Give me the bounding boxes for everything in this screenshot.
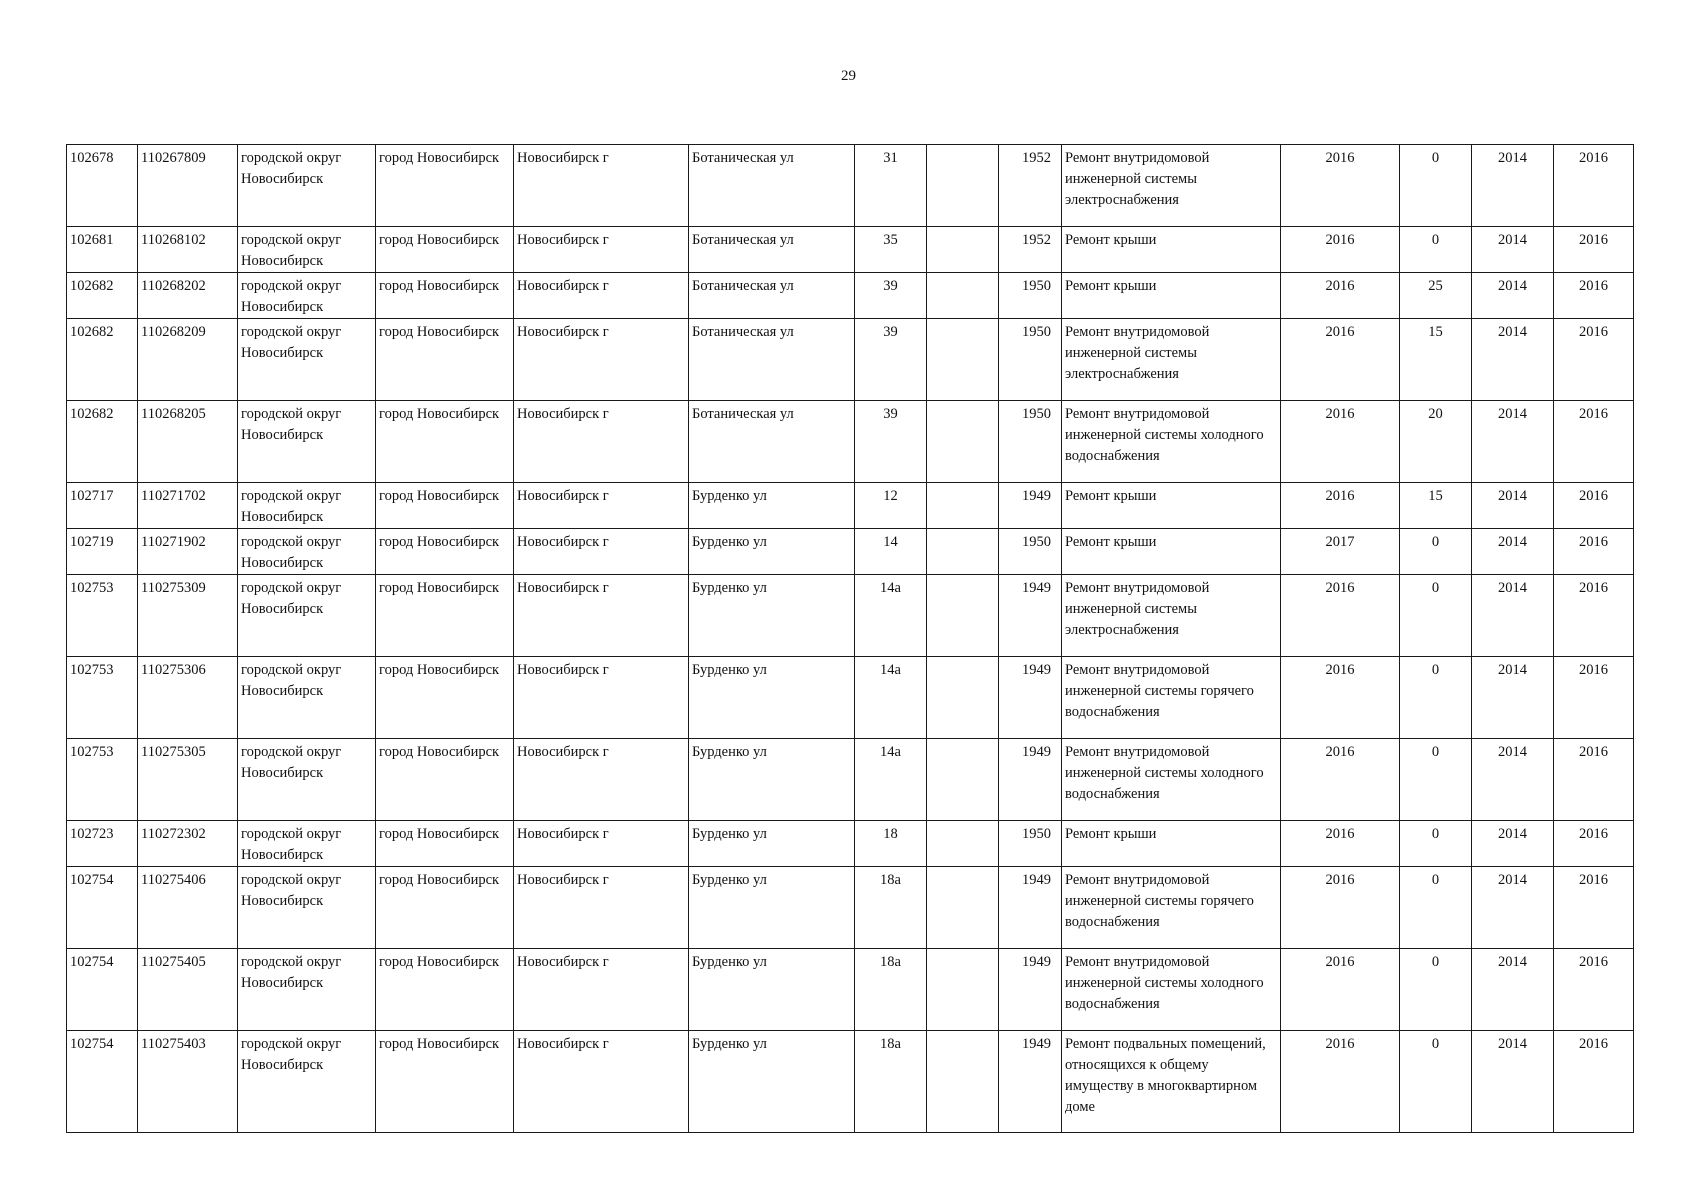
cell-district: городской округ Новосибирск (238, 657, 376, 739)
cell-house-id: 102678 (67, 145, 138, 227)
cell-work-code: 110275309 (138, 575, 238, 657)
table-row (67, 949, 1634, 1031)
cell-work-code: 110275306 (138, 657, 238, 739)
cell-settlement: город Новосибирск (376, 575, 514, 657)
cell-year-built: 1949 (999, 949, 1062, 1031)
cell-settlement: город Новосибирск (376, 821, 514, 867)
cell-year-built: 1950 (999, 319, 1062, 401)
table-row (67, 401, 1634, 483)
cell-year-from: 2014 (1472, 145, 1554, 227)
cell-building (927, 145, 999, 227)
cell-street: Бурденко ул (689, 657, 855, 739)
cell-year-from: 2014 (1472, 401, 1554, 483)
cell-wear: 15 (1400, 483, 1472, 529)
cell-city: Новосибирск г (514, 949, 689, 1031)
cell-year-built: 1949 (999, 739, 1062, 821)
table-row (67, 1031, 1634, 1133)
cell-city: Новосибирск г (514, 575, 689, 657)
cell-district: городской округ Новосибирск (238, 227, 376, 273)
cell-year-from: 2014 (1472, 227, 1554, 273)
cell-year-from: 2014 (1472, 483, 1554, 529)
table-row (67, 273, 1634, 319)
cell-district: городской округ Новосибирск (238, 483, 376, 529)
cell-plan-year: 2017 (1281, 529, 1400, 575)
cell-work-type: Ремонт подвальных помещений, относящихся к общему имуществу в многоквартирном доме (1062, 1031, 1281, 1133)
cell-year-to: 2016 (1554, 401, 1634, 483)
cell-work-code: 110268202 (138, 273, 238, 319)
cell-settlement: город Новосибирск (376, 145, 514, 227)
cell-building (927, 401, 999, 483)
cell-house-number: 14 (855, 529, 927, 575)
cell-house-id: 102681 (67, 227, 138, 273)
cell-plan-year: 2016 (1281, 867, 1400, 949)
cell-year-from: 2014 (1472, 319, 1554, 401)
cell-year-to: 2016 (1554, 1031, 1634, 1133)
cell-work-type: Ремонт внутридомовой инженерной системы электроснабжения (1062, 319, 1281, 401)
cell-street: Бурденко ул (689, 867, 855, 949)
cell-work-code: 110272302 (138, 821, 238, 867)
cell-year-to: 2016 (1554, 867, 1634, 949)
table-row (67, 319, 1634, 401)
cell-house-id: 102753 (67, 739, 138, 821)
cell-city: Новосибирск г (514, 401, 689, 483)
cell-district: городской округ Новосибирск (238, 273, 376, 319)
cell-street: Бурденко ул (689, 821, 855, 867)
cell-plan-year: 2016 (1281, 821, 1400, 867)
cell-settlement: город Новосибирск (376, 401, 514, 483)
cell-house-number: 35 (855, 227, 927, 273)
cell-wear: 0 (1400, 739, 1472, 821)
page-number: 29 (841, 68, 856, 84)
cell-plan-year: 2016 (1281, 483, 1400, 529)
cell-house-number: 18а (855, 867, 927, 949)
cell-work-code: 110268102 (138, 227, 238, 273)
cell-work-type: Ремонт внутридомовой инженерной системы электроснабжения (1062, 145, 1281, 227)
cell-year-from: 2014 (1472, 1031, 1554, 1133)
cell-plan-year: 2016 (1281, 319, 1400, 401)
cell-district: городской округ Новосибирск (238, 867, 376, 949)
cell-year-to: 2016 (1554, 319, 1634, 401)
cell-settlement: город Новосибирск (376, 867, 514, 949)
cell-wear: 0 (1400, 821, 1472, 867)
cell-wear: 20 (1400, 401, 1472, 483)
table-row (67, 483, 1634, 529)
cell-year-built: 1950 (999, 401, 1062, 483)
cell-year-from: 2014 (1472, 949, 1554, 1031)
table-body (67, 145, 1634, 1133)
cell-house-id: 102753 (67, 657, 138, 739)
cell-building (927, 529, 999, 575)
cell-city: Новосибирск г (514, 821, 689, 867)
cell-street: Ботаническая ул (689, 273, 855, 319)
cell-plan-year: 2016 (1281, 949, 1400, 1031)
cell-work-code: 110268209 (138, 319, 238, 401)
cell-work-type: Ремонт внутридомовой инженерной системы холодного водоснабжения (1062, 401, 1281, 483)
cell-house-number: 14а (855, 739, 927, 821)
cell-year-to: 2016 (1554, 145, 1634, 227)
cell-building (927, 483, 999, 529)
cell-city: Новосибирск г (514, 273, 689, 319)
table-row (67, 657, 1634, 739)
cell-house-number: 18а (855, 949, 927, 1031)
cell-wear: 0 (1400, 949, 1472, 1031)
cell-year-built: 1950 (999, 273, 1062, 319)
cell-year-from: 2014 (1472, 657, 1554, 739)
cell-settlement: город Новосибирск (376, 657, 514, 739)
cell-house-id: 102682 (67, 273, 138, 319)
cell-work-code: 110267809 (138, 145, 238, 227)
cell-city: Новосибирск г (514, 227, 689, 273)
cell-work-code: 110275403 (138, 1031, 238, 1133)
cell-year-to: 2016 (1554, 529, 1634, 575)
cell-year-built: 1949 (999, 867, 1062, 949)
cell-building (927, 949, 999, 1031)
cell-house-id: 102753 (67, 575, 138, 657)
table-row (67, 529, 1634, 575)
cell-wear: 0 (1400, 575, 1472, 657)
cell-house-number: 18 (855, 821, 927, 867)
cell-building (927, 575, 999, 657)
cell-plan-year: 2016 (1281, 739, 1400, 821)
cell-year-from: 2014 (1472, 575, 1554, 657)
cell-work-type: Ремонт внутридомовой инженерной системы электроснабжения (1062, 575, 1281, 657)
cell-work-type: Ремонт крыши (1062, 529, 1281, 575)
cell-year-from: 2014 (1472, 273, 1554, 319)
cell-district: городской округ Новосибирск (238, 739, 376, 821)
cell-building (927, 1031, 999, 1133)
cell-city: Новосибирск г (514, 739, 689, 821)
cell-house-number: 39 (855, 401, 927, 483)
cell-city: Новосибирск г (514, 657, 689, 739)
cell-house-number: 31 (855, 145, 927, 227)
cell-settlement: город Новосибирск (376, 319, 514, 401)
cell-city: Новосибирск г (514, 145, 689, 227)
cell-wear: 0 (1400, 1031, 1472, 1133)
cell-plan-year: 2016 (1281, 575, 1400, 657)
cell-house-number: 18а (855, 1031, 927, 1133)
cell-district: городской округ Новосибирск (238, 401, 376, 483)
cell-street: Бурденко ул (689, 1031, 855, 1133)
repair-register-table (66, 144, 1634, 1133)
cell-building (927, 739, 999, 821)
cell-building (927, 821, 999, 867)
cell-house-id: 102682 (67, 319, 138, 401)
cell-street: Ботаническая ул (689, 319, 855, 401)
cell-street: Бурденко ул (689, 949, 855, 1031)
cell-year-from: 2014 (1472, 867, 1554, 949)
cell-year-to: 2016 (1554, 821, 1634, 867)
cell-wear: 25 (1400, 273, 1472, 319)
cell-building (927, 319, 999, 401)
cell-city: Новосибирск г (514, 1031, 689, 1133)
cell-year-to: 2016 (1554, 227, 1634, 273)
cell-year-built: 1950 (999, 821, 1062, 867)
cell-settlement: город Новосибирск (376, 529, 514, 575)
cell-year-to: 2016 (1554, 949, 1634, 1031)
table-row (67, 821, 1634, 867)
table-row (67, 145, 1634, 227)
cell-city: Новосибирск г (514, 867, 689, 949)
cell-year-from: 2014 (1472, 529, 1554, 575)
cell-plan-year: 2016 (1281, 401, 1400, 483)
table-row (67, 739, 1634, 821)
cell-settlement: город Новосибирск (376, 227, 514, 273)
cell-year-built: 1949 (999, 1031, 1062, 1133)
cell-work-type: Ремонт внутридомовой инженерной системы холодного водоснабжения (1062, 739, 1281, 821)
cell-street: Ботаническая ул (689, 401, 855, 483)
table-row (67, 575, 1634, 657)
cell-district: городской округ Новосибирск (238, 319, 376, 401)
cell-year-built: 1952 (999, 227, 1062, 273)
cell-street: Бурденко ул (689, 529, 855, 575)
cell-work-type: Ремонт внутридомовой инженерной системы горячего водоснабжения (1062, 657, 1281, 739)
cell-street: Ботаническая ул (689, 145, 855, 227)
cell-street: Бурденко ул (689, 483, 855, 529)
cell-work-code: 110268205 (138, 401, 238, 483)
cell-building (927, 273, 999, 319)
cell-work-type: Ремонт внутридомовой инженерной системы холодного водоснабжения (1062, 949, 1281, 1031)
cell-year-to: 2016 (1554, 575, 1634, 657)
cell-work-type: Ремонт крыши (1062, 821, 1281, 867)
cell-street: Ботаническая ул (689, 227, 855, 273)
cell-house-id: 102719 (67, 529, 138, 575)
cell-district: городской округ Новосибирск (238, 949, 376, 1031)
cell-wear: 0 (1400, 657, 1472, 739)
cell-work-type: Ремонт крыши (1062, 483, 1281, 529)
cell-plan-year: 2016 (1281, 273, 1400, 319)
cell-city: Новосибирск г (514, 529, 689, 575)
cell-year-built: 1949 (999, 575, 1062, 657)
cell-year-to: 2016 (1554, 657, 1634, 739)
cell-house-number: 39 (855, 273, 927, 319)
cell-district: городской округ Новосибирск (238, 145, 376, 227)
cell-wear: 0 (1400, 867, 1472, 949)
cell-city: Новосибирск г (514, 319, 689, 401)
cell-house-number: 14а (855, 575, 927, 657)
cell-work-code: 110275405 (138, 949, 238, 1031)
cell-wear: 15 (1400, 319, 1472, 401)
cell-house-id: 102723 (67, 821, 138, 867)
cell-settlement: город Новосибирск (376, 949, 514, 1031)
cell-plan-year: 2016 (1281, 657, 1400, 739)
cell-building (927, 657, 999, 739)
cell-settlement: город Новосибирск (376, 1031, 514, 1133)
cell-house-id: 102682 (67, 401, 138, 483)
cell-wear: 0 (1400, 145, 1472, 227)
cell-plan-year: 2016 (1281, 145, 1400, 227)
cell-plan-year: 2016 (1281, 1031, 1400, 1133)
cell-house-number: 12 (855, 483, 927, 529)
cell-work-code: 110275406 (138, 867, 238, 949)
cell-wear: 0 (1400, 227, 1472, 273)
cell-house-id: 102717 (67, 483, 138, 529)
cell-plan-year: 2016 (1281, 227, 1400, 273)
cell-house-id: 102754 (67, 1031, 138, 1133)
cell-year-to: 2016 (1554, 739, 1634, 821)
cell-work-type: Ремонт крыши (1062, 273, 1281, 319)
cell-house-id: 102754 (67, 867, 138, 949)
cell-house-id: 102754 (67, 949, 138, 1031)
cell-work-code: 110271902 (138, 529, 238, 575)
table-row (67, 227, 1634, 273)
cell-city: Новосибирск г (514, 483, 689, 529)
cell-house-number: 39 (855, 319, 927, 401)
cell-district: городской округ Новосибирск (238, 821, 376, 867)
cell-year-from: 2014 (1472, 739, 1554, 821)
cell-work-type: Ремонт крыши (1062, 227, 1281, 273)
cell-year-built: 1949 (999, 657, 1062, 739)
cell-year-built: 1952 (999, 145, 1062, 227)
cell-district: городской округ Новосибирск (238, 575, 376, 657)
cell-year-to: 2016 (1554, 483, 1634, 529)
cell-district: городской округ Новосибирск (238, 529, 376, 575)
cell-year-from: 2014 (1472, 821, 1554, 867)
cell-street: Бурденко ул (689, 575, 855, 657)
cell-wear: 0 (1400, 529, 1472, 575)
cell-work-code: 110271702 (138, 483, 238, 529)
cell-district: городской округ Новосибирск (238, 1031, 376, 1133)
cell-settlement: город Новосибирск (376, 739, 514, 821)
cell-settlement: город Новосибирск (376, 483, 514, 529)
cell-year-built: 1950 (999, 529, 1062, 575)
cell-work-code: 110275305 (138, 739, 238, 821)
cell-year-built: 1949 (999, 483, 1062, 529)
cell-building (927, 867, 999, 949)
cell-building (927, 227, 999, 273)
cell-work-type: Ремонт внутридомовой инженерной системы горячего водоснабжения (1062, 867, 1281, 949)
cell-year-to: 2016 (1554, 273, 1634, 319)
cell-street: Бурденко ул (689, 739, 855, 821)
cell-house-number: 14а (855, 657, 927, 739)
cell-settlement: город Новосибирск (376, 273, 514, 319)
table-row (67, 867, 1634, 949)
